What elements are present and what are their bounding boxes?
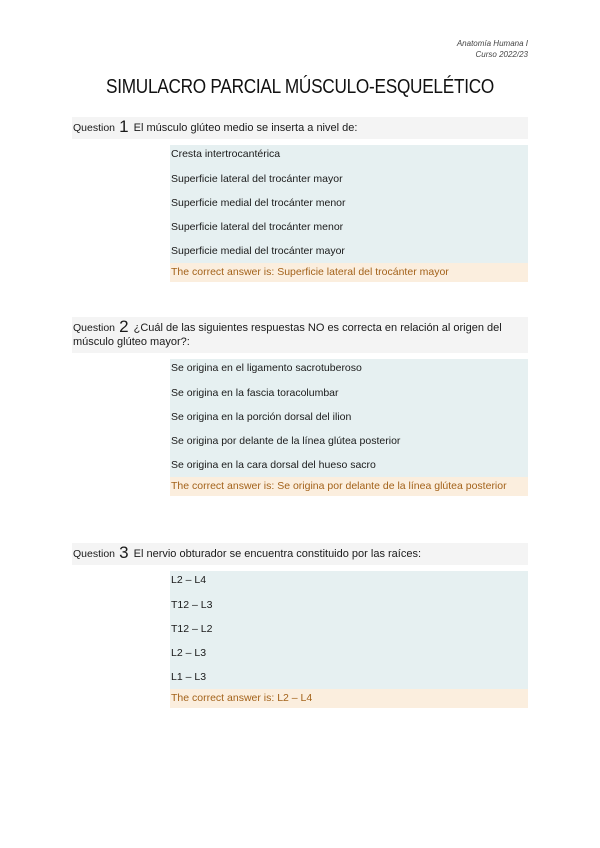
answer-option[interactable]: Superficie lateral del trocánter menor <box>170 215 528 239</box>
question-header-2 <box>72 317 528 353</box>
correct-answer-feedback: The correct answer is: L2 – L4 <box>170 689 528 708</box>
question-number: 3 <box>119 543 129 562</box>
course-info <box>457 38 528 60</box>
question-text: ¿Cuál de las siguientes respuestas NO es correcta en relación al origen del músculo glúteo mayor?: <box>73 322 502 348</box>
answer-option[interactable]: T12 – L3 <box>170 593 528 617</box>
answer-list-3 <box>170 571 528 708</box>
answer-option[interactable]: Superficie lateral del trocánter mayor <box>170 167 528 191</box>
answer-list-2 <box>170 359 528 496</box>
question-text: El músculo glúteo medio se inserta a nivel de: <box>133 122 358 134</box>
question-number: 1 <box>119 117 129 136</box>
question-label: Question <box>73 322 116 334</box>
question-block-3 <box>72 543 528 708</box>
answer-option[interactable]: Cresta intertrocantérica <box>170 145 528 167</box>
answer-option[interactable]: L2 – L4 <box>170 571 528 593</box>
answer-option[interactable]: Se origina en la porción dorsal del ilion <box>170 405 528 429</box>
question-text: El nervio obturador se encuentra constituido por las raíces: <box>133 548 422 560</box>
answer-option[interactable]: L1 – L3 <box>170 665 528 689</box>
answer-option[interactable]: Se origina en el ligamento sacrotuberoso <box>170 359 528 381</box>
course-name: Anatomía Humana I <box>456 39 528 48</box>
answer-option[interactable]: Se origina en la fascia toracolumbar <box>170 381 528 405</box>
answer-list-1 <box>170 145 528 282</box>
answer-option[interactable]: L2 – L3 <box>170 641 528 665</box>
answer-option[interactable]: Superficie medial del trocánter menor <box>170 191 528 215</box>
correct-answer-feedback: The correct answer is: Se origina por delante de la línea glútea posterior <box>170 477 528 496</box>
question-header-1 <box>72 117 528 139</box>
question-label: Question <box>73 548 116 560</box>
question-block-1 <box>72 117 528 282</box>
course-year: Curso 2022/23 <box>475 50 528 59</box>
question-label: Question <box>73 122 116 134</box>
correct-answer-feedback: The correct answer is: Superficie lateral del trocánter mayor <box>170 263 528 282</box>
answer-option[interactable]: Se origina por delante de la línea glútea posterior <box>170 429 528 453</box>
question-block-2 <box>72 317 528 496</box>
answer-option[interactable]: Se origina en la cara dorsal del hueso sacro <box>170 453 528 477</box>
page-title: SIMULACRO PARCIAL MÚSCULO-ESQUELÉTICO <box>105 76 495 98</box>
answer-option[interactable]: Superficie medial del trocánter mayor <box>170 239 528 263</box>
question-number: 2 <box>119 317 129 336</box>
answer-option[interactable]: T12 – L2 <box>170 617 528 641</box>
question-header-3 <box>72 543 528 565</box>
